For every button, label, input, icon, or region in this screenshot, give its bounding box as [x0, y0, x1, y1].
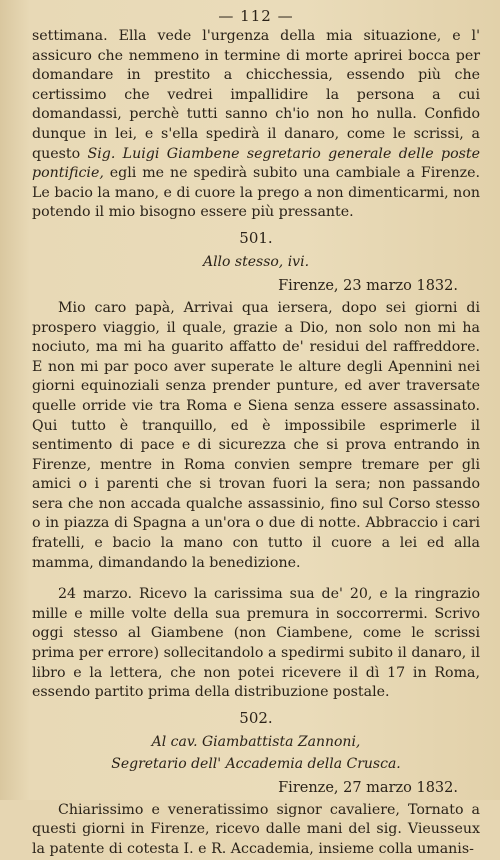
letter-place-date-502: Firenze, 27 marzo 1832.	[278, 779, 458, 796]
letter-501-paragraph-1: Mio caro papà, Arrivai qua iersera, dopo sei giorni di prospero viaggio, il quale, grazie a Dio, non solo non mi ha nociuto, ma mi ha guarito affatto de' residui del raffreddore. E non mi par poco aver superate le alture degli Apennini nei giorni equinoziali senza prender punture, ed aver traversate quelle orride vie tra Roma e Siena senza essere assassinato. Qui tutto è tranquillo, ed è impossibile esprimerle il sentimento di pace e di sicurezza che si prova entrando in Firenze, mentre in Roma convien sempre tremare per gli amici o i parenti che si trovan fuori la sera; non passando sera che non accada qualche assassinio, fino sul Corso stesso o in piazza di Spagna a un'ora o due di notte. Abbraccio i cari fratelli, e bacio la mano con tutto il cuore a lei ed alla mamma, dimandando la benedizione.	[32, 299, 480, 571]
paragraph-gap	[32, 573, 480, 585]
continuation-emphasis: Sig. Luigi Giambene segretario generale delle poste pontificie,	[32, 145, 480, 182]
letter-place-date-501: Firenze, 23 marzo 1832.	[278, 277, 458, 294]
letter-recipient-502-line1: Al cav. Giambattista Zannoni,	[151, 733, 361, 750]
letter-number-501: 501.	[239, 228, 273, 247]
continuation-paragraph	[32, 27, 480, 223]
page-number: — 112 —	[218, 7, 294, 25]
continuation-text-before: settimana. Ella vede l'urgenza della mia situazione, e l' assicuro che nemmeno in termine di morte aprirei bocca per domandare in prestito a chicchessia, essendo più che certissimo che vedrei impallidire la persona a cui domandassi, perchè tutti sanno ch'io non ho nulla. Confido dunque in lei, e s'ella spedirà il danaro, come le scrissi, a questo	[32, 28, 480, 162]
letter-501-paragraph-2: 24 marzo. Ricevo la carissima sua de' 20, e la ringrazio mille e mille volte della sua premura in soccorrermi. Scrivo oggi stesso al Giambene (non Ciambene, come le scrissi prima per errore) sollecitandolo a spedirmi subito il danaro, il libro e la lettera, che non potei ricevere il dì 17 in Roma, essendo partito prima della distribuzione postale.	[32, 586, 480, 701]
letter-recipient-501: Allo stesso, ivi.	[202, 253, 310, 270]
letter-502-paragraph-1: Chiarissimo e veneratissimo signor cavaliere, Tornato a questi giorni in Firenze, ricevo dalle mani del sig. Vieusseux la patente di cotesta I. e R. Accademia, insieme colla umanis-	[32, 801, 480, 857]
continuation-text-after: egli me ne spedirà subito una cambiale a Firenze. Le bacio la mano, e di cuore la prego a non dimenticarmi, non potendo il mio bisogno essere più pressante.	[32, 165, 480, 221]
letter-recipient-502-line2: Segretario dell' Accademia della Crusca.	[111, 755, 401, 772]
letter-number-502: 502.	[239, 708, 273, 727]
